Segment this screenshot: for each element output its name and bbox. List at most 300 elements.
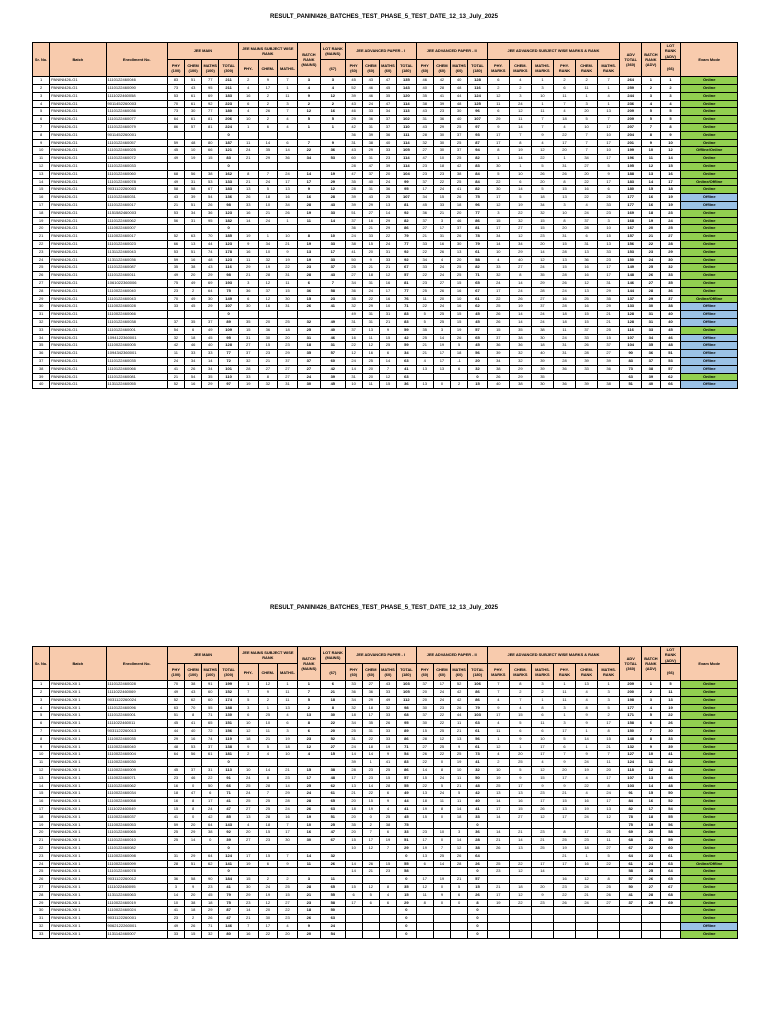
table-cell: 9 xyxy=(642,743,660,751)
table-cell xyxy=(451,907,468,915)
table-cell: 40 xyxy=(379,139,396,147)
table-cell: 18 xyxy=(531,342,553,350)
table-cell: 32 xyxy=(33,318,50,326)
table-cell: 23 xyxy=(433,170,450,178)
header-sub: TOTAL (300) xyxy=(219,664,239,681)
table-cell xyxy=(362,852,379,860)
table-cell: 9 xyxy=(509,735,531,743)
table-cell: 105 xyxy=(397,147,417,155)
table-cell: 32 xyxy=(202,930,219,938)
table-cell: 71 xyxy=(202,922,219,930)
table-cell: 8 xyxy=(598,728,620,736)
table-cell: 6 xyxy=(278,720,298,728)
table-cell: PANINI426-XII 1 xyxy=(50,704,106,712)
table-cell: 20 xyxy=(531,178,553,186)
table-cell: 26 xyxy=(202,915,219,923)
table-cell: 43 xyxy=(202,264,219,272)
table-cell: 138 xyxy=(219,743,239,751)
table-cell: 3 xyxy=(553,201,575,209)
table-cell xyxy=(297,162,320,170)
table-cell xyxy=(278,868,298,876)
table-cell: 10 xyxy=(509,170,531,178)
table-cell: 28 xyxy=(531,287,553,295)
table-cell xyxy=(202,131,219,139)
table-cell: 223 xyxy=(219,100,239,108)
table-cell: 34 xyxy=(416,194,433,202)
table-cell: 40 xyxy=(509,256,531,264)
table-cell xyxy=(642,915,660,923)
table-cell: 21 xyxy=(416,233,433,241)
table-cell: 28 xyxy=(642,891,660,899)
table-cell: 5 xyxy=(33,712,50,720)
table-cell: 31 xyxy=(598,279,620,287)
table-cell: 50 xyxy=(202,782,219,790)
table-cell: 18 xyxy=(321,696,346,704)
table-cell: 18 xyxy=(258,821,278,829)
table-cell xyxy=(167,131,184,139)
table-cell: 47 xyxy=(362,162,379,170)
table-cell: 22 xyxy=(433,178,450,186)
table-cell: 13 xyxy=(379,201,396,209)
table-cell: 34 xyxy=(345,720,362,728)
table-cell: 38 xyxy=(416,100,433,108)
table-cell: 14 xyxy=(345,860,362,868)
table-row xyxy=(33,217,738,225)
table-cell: 69 xyxy=(620,829,642,837)
table-cell: 29 xyxy=(397,899,417,907)
table-cell: 16 xyxy=(509,798,531,806)
table-cell: 25 xyxy=(379,342,396,350)
exam-mode-cell: Online xyxy=(681,782,738,790)
table-cell: 9 xyxy=(297,922,320,930)
table-cell: 13 xyxy=(598,240,620,248)
table-cell: 58 xyxy=(620,868,642,876)
header-sub: PHY. RANK xyxy=(553,60,575,77)
table-cell: 18 xyxy=(531,194,553,202)
table-cell: 20 xyxy=(642,225,660,233)
table-cell: 1110022460058 xyxy=(106,798,167,806)
table-cell: 29 xyxy=(321,178,346,186)
header-sub: MATHS. RANK xyxy=(598,664,620,681)
table-cell xyxy=(345,907,362,915)
table-cell: 7 xyxy=(531,124,553,132)
table-cell: 29 xyxy=(362,303,379,311)
table-cell: 1110122460090 xyxy=(106,85,167,93)
table-cell: 19 xyxy=(238,381,258,389)
table-cell: 43 xyxy=(185,689,202,697)
table-cell: 0 xyxy=(468,922,488,930)
table-cell: 6 xyxy=(278,139,298,147)
table-cell: 17 xyxy=(598,155,620,163)
table-cell: 19 xyxy=(576,766,598,774)
table-cell: 57 xyxy=(468,876,488,884)
table-row xyxy=(33,201,738,209)
table-cell: 68 xyxy=(167,170,184,178)
table-cell: 22 xyxy=(576,194,598,202)
table-cell: 16 xyxy=(33,194,50,202)
table-cell: 37 xyxy=(297,357,320,365)
header-batch-rank-mains: BATCH RANK (MAINS) xyxy=(297,647,320,681)
table-cell: 16 xyxy=(238,92,258,100)
table-cell: 2 xyxy=(451,381,468,389)
table-cell: 17 xyxy=(598,264,620,272)
table-cell: 27 xyxy=(598,350,620,358)
table-cell: 23 xyxy=(167,287,184,295)
table-cell: 1 xyxy=(642,681,660,689)
table-cell: PANINI426-G1 xyxy=(50,272,106,280)
table-cell: 33 xyxy=(487,264,509,272)
table-row xyxy=(33,774,738,782)
table-cell: 123 xyxy=(219,209,239,217)
table-cell: 75 xyxy=(620,821,642,829)
table-cell: 11 xyxy=(33,759,50,767)
table-cell: 86 xyxy=(167,124,184,132)
table-cell: 18 xyxy=(278,743,298,751)
table-cell: 196 xyxy=(620,155,642,163)
table-cell: 20 xyxy=(345,813,362,821)
table-cell: 29 xyxy=(202,907,219,915)
table-cell: 71 xyxy=(202,712,219,720)
table-cell: PANINI426-XII 1 xyxy=(50,821,106,829)
table-cell: 15 xyxy=(576,318,598,326)
table-cell xyxy=(297,225,320,233)
table-cell: 35 xyxy=(416,92,433,100)
table-cell: 86 xyxy=(397,735,417,743)
table-cell: PANINI426-G1 xyxy=(50,147,106,155)
table-cell: 0 xyxy=(202,837,219,845)
table-cell: 7 xyxy=(598,116,620,124)
exam-mode-cell: Offline xyxy=(681,194,738,202)
table-cell: 31 xyxy=(362,728,379,736)
table-cell: 52 xyxy=(167,233,184,241)
table-cell: 27 xyxy=(278,899,298,907)
table-cell: 10 xyxy=(278,751,298,759)
table-cell: 1 xyxy=(598,85,620,93)
table-cell: 19 xyxy=(509,201,531,209)
table-cell: 70 xyxy=(202,233,219,241)
table-cell: 44 xyxy=(451,92,468,100)
table-cell: 44 xyxy=(202,240,219,248)
table-row xyxy=(33,381,738,389)
table-cell: 30 xyxy=(185,108,202,116)
table-cell: 34 xyxy=(202,365,219,373)
table-cell: 36 xyxy=(553,365,575,373)
table-cell: 9 xyxy=(487,704,509,712)
table-cell: 38 xyxy=(202,829,219,837)
table-cell: 49 xyxy=(321,318,346,326)
table-cell: 5 xyxy=(297,696,320,704)
table-cell: 13 xyxy=(553,805,575,813)
table-cell: 16 xyxy=(362,217,379,225)
table-cell: 12 xyxy=(531,256,553,264)
table-cell: 48 xyxy=(321,774,346,782)
table-cell: 38 xyxy=(509,381,531,389)
table-cell: 24 xyxy=(238,147,258,155)
table-cell: 27 xyxy=(278,373,298,381)
table-cell: 6 xyxy=(258,860,278,868)
table-cell: 1 xyxy=(258,233,278,241)
table-row xyxy=(33,295,738,303)
table-cell: 45 xyxy=(468,318,488,326)
table-cell: 0 xyxy=(433,813,450,821)
table-cell: 22 xyxy=(258,930,278,938)
table-cell: 80 xyxy=(202,139,219,147)
table-cell: 1110122460079 xyxy=(106,124,167,132)
table-cell: 11 xyxy=(321,876,346,884)
table-cell: 71 xyxy=(397,743,417,751)
table-cell: 23 xyxy=(33,852,50,860)
table-cell: 79 xyxy=(397,233,417,241)
table-cell: 77 xyxy=(468,209,488,217)
table-cell: PANINI426-G1 xyxy=(50,209,106,217)
table-cell: 66 xyxy=(219,782,239,790)
table-cell: 70 xyxy=(167,681,184,689)
table-cell: 16 xyxy=(553,295,575,303)
table-cell: 28 xyxy=(416,735,433,743)
table-cell: 26 xyxy=(553,170,575,178)
header-sub: CHEM. MARKS xyxy=(509,60,531,77)
table-cell: 77 xyxy=(219,350,239,358)
table-cell: 24 xyxy=(362,100,379,108)
table-cell: 8 xyxy=(321,704,346,712)
table-cell: 47 xyxy=(345,170,362,178)
table-cell: 6 xyxy=(238,712,258,720)
table-cell: 10 xyxy=(451,295,468,303)
table-cell: 0 xyxy=(219,131,239,139)
table-cell: PANINI426-XII 1 xyxy=(50,907,106,915)
table-cell: 81 xyxy=(397,279,417,287)
exam-mode-cell: Online xyxy=(681,77,738,85)
table-cell: 30 xyxy=(451,108,468,116)
table-row xyxy=(33,240,738,248)
table-cell: 58 xyxy=(167,186,184,194)
table-cell: 33 xyxy=(660,735,681,743)
table-row xyxy=(33,77,738,85)
exam-mode-cell: Online xyxy=(681,240,738,248)
exam-mode-cell: Online xyxy=(681,720,738,728)
table-cell: 6 xyxy=(416,860,433,868)
table-cell: 95 xyxy=(397,720,417,728)
table-cell: 92 xyxy=(397,248,417,256)
table-cell: 6 xyxy=(531,728,553,736)
table-cell: 58 xyxy=(397,868,417,876)
table-cell: 61 xyxy=(468,295,488,303)
table-cell: PANINI426-G1 xyxy=(50,201,106,209)
table-cell: 37 xyxy=(416,178,433,186)
table-cell: 144 xyxy=(620,287,642,295)
table-cell: 14 xyxy=(487,798,509,806)
table-cell xyxy=(167,868,184,876)
table-cell xyxy=(576,821,598,829)
table-cell: 92 xyxy=(397,209,417,217)
table-cell: 116 xyxy=(468,85,488,93)
exam-mode-cell: Offline xyxy=(681,922,738,930)
header-sub: PHY (60) xyxy=(416,664,433,681)
table-cell: 3 xyxy=(553,720,575,728)
table-cell: 127 xyxy=(620,751,642,759)
table-cell: 26 xyxy=(416,751,433,759)
table-cell: 41 xyxy=(219,883,239,891)
exam-mode-cell: Online xyxy=(681,689,738,697)
table-cell: 13 xyxy=(297,712,320,720)
table-cell: 31 xyxy=(185,217,202,225)
table-cell: PANINI426-G1 xyxy=(50,311,106,319)
table-cell: 65 xyxy=(321,883,346,891)
table-cell: 29 xyxy=(487,116,509,124)
table-cell: 22 xyxy=(416,248,433,256)
table-row xyxy=(33,318,738,326)
table-cell: 18 xyxy=(185,334,202,342)
header-lot-rank-mains: LOT RANK (MAINS) xyxy=(321,647,346,664)
table-cell: 19 xyxy=(238,233,258,241)
table-cell: 14 xyxy=(509,318,531,326)
table-cell: 86 xyxy=(468,696,488,704)
table-cell: 22 xyxy=(576,178,598,186)
table-cell: 96 xyxy=(468,201,488,209)
table-cell xyxy=(362,930,379,938)
table-cell: 27 xyxy=(531,295,553,303)
table-cell: 32 xyxy=(509,217,531,225)
table-cell: 49 xyxy=(397,790,417,798)
table-cell: 0 xyxy=(397,876,417,884)
exam-mode-cell: Online xyxy=(681,774,738,782)
table-cell: 8 xyxy=(185,798,202,806)
table-cell: 18 xyxy=(553,311,575,319)
table-cell: 45 xyxy=(468,342,488,350)
table-cell: 19 xyxy=(258,264,278,272)
table-cell: 24 xyxy=(660,217,681,225)
table-cell: 30 xyxy=(487,186,509,194)
table-cell: 55 xyxy=(397,860,417,868)
table-cell: 82 xyxy=(397,217,417,225)
table-cell: 13 xyxy=(362,326,379,334)
table-cell: 114 xyxy=(397,162,417,170)
table-cell: 70 xyxy=(167,100,184,108)
table-cell: 26 xyxy=(433,287,450,295)
table-cell: PANINI426-XII 1 xyxy=(50,728,106,736)
table-cell: 23 xyxy=(660,209,681,217)
table-cell: 5 xyxy=(509,720,531,728)
table-cell: 64 xyxy=(167,116,184,124)
table-cell: 7 xyxy=(278,108,298,116)
table-cell: 91 xyxy=(219,774,239,782)
table-cell: 25 xyxy=(362,357,379,365)
table-cell: 63 xyxy=(620,373,642,381)
table-cell: 5 xyxy=(553,735,575,743)
table-cell: 10 xyxy=(598,131,620,139)
table-cell: 27 xyxy=(642,883,660,891)
table-cell: 49 xyxy=(167,155,184,163)
table-cell: 15 xyxy=(345,837,362,845)
table-cell: 14 xyxy=(297,852,320,860)
table-cell: 23 xyxy=(416,279,433,287)
table-cell xyxy=(598,907,620,915)
table-row xyxy=(33,899,738,907)
table-cell: 44 xyxy=(167,728,184,736)
table-cell: 21 xyxy=(379,264,396,272)
table-cell: 33 xyxy=(379,689,396,697)
table-cell: 15 xyxy=(258,829,278,837)
table-cell: 23 xyxy=(258,837,278,845)
table-cell xyxy=(185,844,202,852)
table-cell: 2 xyxy=(258,696,278,704)
table-cell: 23 xyxy=(416,162,433,170)
table-cell: 45 xyxy=(202,891,219,899)
table-cell: 23 xyxy=(297,735,320,743)
table-cell: 1110122460035 xyxy=(106,357,167,365)
table-cell: 10 xyxy=(660,139,681,147)
table-cell: 1151582460003 xyxy=(106,209,167,217)
table-cell: 13 xyxy=(642,774,660,782)
header-sub: MATHS- xyxy=(278,664,298,681)
table-cell: 27 xyxy=(362,209,379,217)
table-cell xyxy=(433,868,450,876)
table-cell: 21 xyxy=(576,891,598,899)
table-cell xyxy=(258,868,278,876)
table-cell: 24 xyxy=(509,287,531,295)
table-cell: 19 xyxy=(660,201,681,209)
table-cell: 21 xyxy=(258,735,278,743)
table-cell: 36 xyxy=(258,326,278,334)
table-cell: PANINI426-XII 1 xyxy=(50,922,106,930)
table-cell: 28 xyxy=(297,272,320,280)
table-cell: 148 xyxy=(620,272,642,280)
table-cell: 14 xyxy=(278,782,298,790)
table-cell: 63 xyxy=(660,860,681,868)
table-cell: -1 xyxy=(451,357,468,365)
table-cell: 25 xyxy=(509,759,531,767)
table-cell: 36 xyxy=(297,287,320,295)
table-cell: 21 xyxy=(416,350,433,358)
table-cell: 1110122460025 xyxy=(106,147,167,155)
table-cell: 26 xyxy=(451,704,468,712)
table-cell: 27 xyxy=(238,342,258,350)
table-cell: 44 xyxy=(397,798,417,806)
table-cell: 113 xyxy=(397,108,417,116)
table-cell xyxy=(509,915,531,923)
table-cell: 1131142460007 xyxy=(106,930,167,938)
exam-mode-cell: Online xyxy=(681,915,738,923)
table-cell: 90 xyxy=(620,350,642,358)
table-cell: 32 xyxy=(509,357,531,365)
table-cell: 32 xyxy=(345,704,362,712)
table-cell: PANINI426-G1 xyxy=(50,225,106,233)
table-cell: 20 xyxy=(553,766,575,774)
table-cell: 37 xyxy=(451,147,468,155)
table-cell: 38 xyxy=(202,170,219,178)
table-cell: 19 xyxy=(416,844,433,852)
table-cell: 15 xyxy=(379,381,396,389)
header-sub: CHEM- xyxy=(258,60,278,77)
table-cell: 16 xyxy=(553,876,575,884)
table-cell: 11 xyxy=(598,759,620,767)
table-cell: 29 xyxy=(185,829,202,837)
table-cell: 137 xyxy=(620,295,642,303)
table-cell: 15 xyxy=(345,883,362,891)
table-cell: 11 xyxy=(33,155,50,163)
table-cell: 188 xyxy=(219,704,239,712)
table-cell: 1 xyxy=(598,100,620,108)
table-cell: 31 xyxy=(379,311,396,319)
table-cell: 25 xyxy=(451,124,468,132)
table-cell: 1110122460077 xyxy=(106,116,167,124)
table-cell: 9 xyxy=(258,689,278,697)
header-sub: PHY (100) xyxy=(167,60,184,77)
table-cell: 11 xyxy=(416,295,433,303)
table-cell xyxy=(238,868,258,876)
table-cell: 46 xyxy=(362,92,379,100)
exam-mode-cell: Online xyxy=(681,766,738,774)
